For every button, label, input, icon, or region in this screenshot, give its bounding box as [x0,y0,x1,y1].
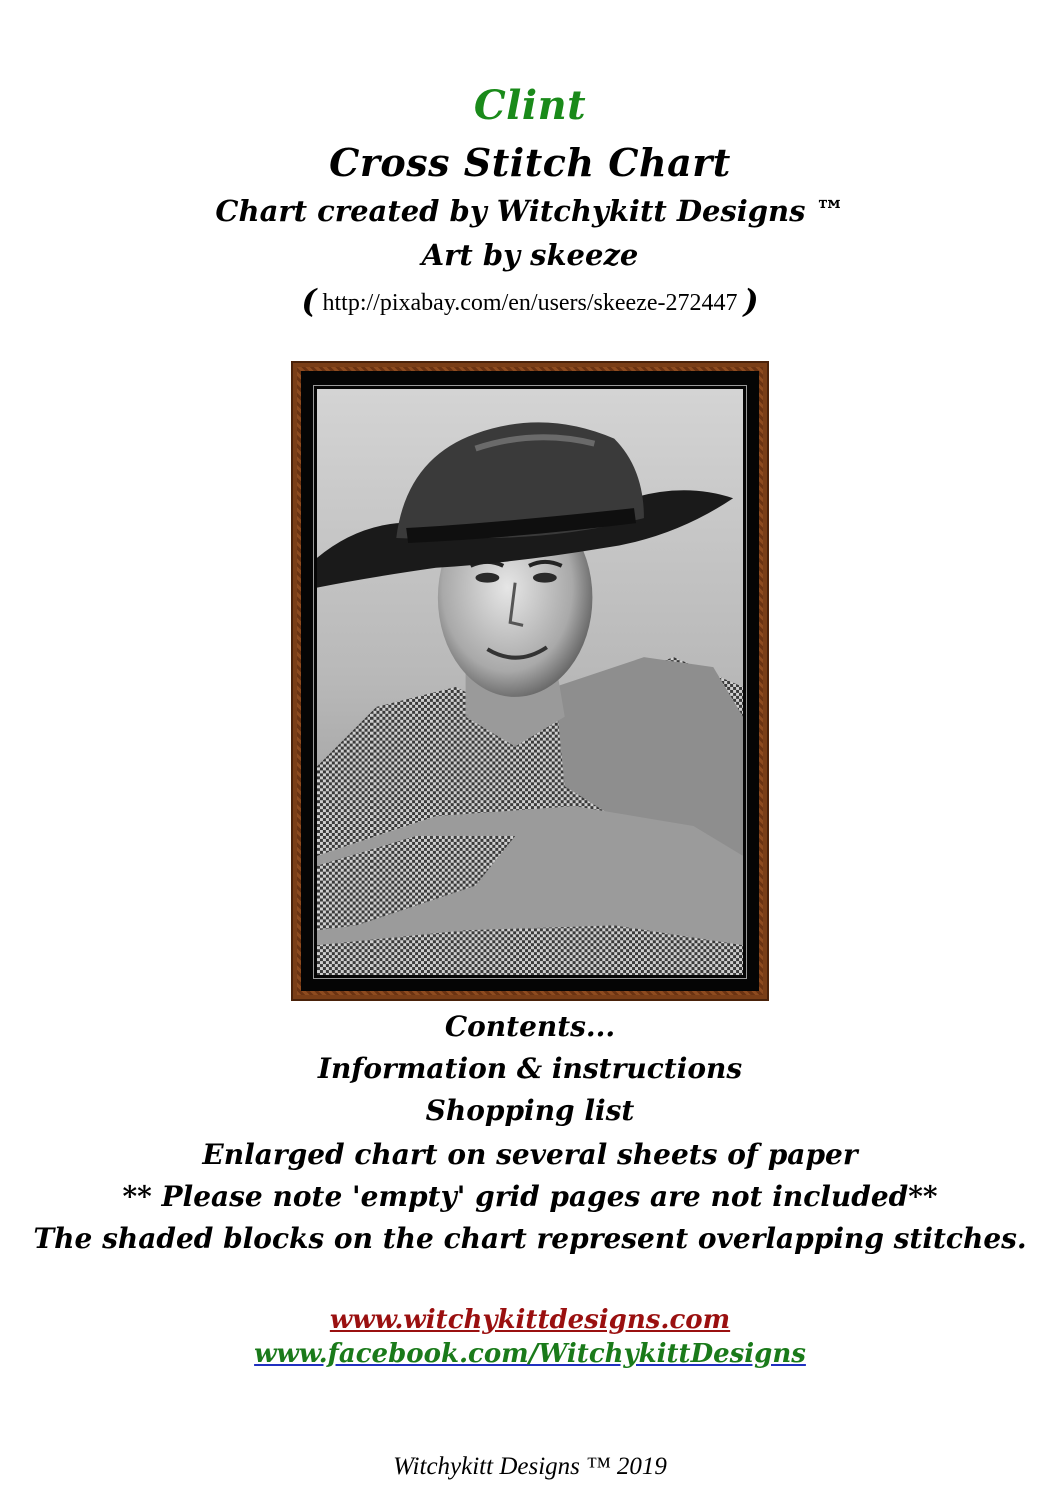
facebook-link[interactable]: www.facebook.com/WitchykittDesigns [254,1339,806,1369]
contents-item: The shaded blocks on the chart represent overlapping stitches. [33,1222,1027,1255]
picture-frame [291,361,769,1001]
close-paren: ) [743,282,759,320]
contents-item: Enlarged chart on several sheets of paper [202,1138,858,1171]
contents-item: ** Please note 'empty' grid pages are not included** [122,1180,938,1213]
contents-heading: Contents... [444,1010,616,1043]
portrait-image [317,389,743,975]
source-url-line [0,282,1060,320]
contents-item: Information & instructions [317,1052,743,1085]
website-link[interactable]: www.witchykittdesigns.com [329,1305,731,1335]
source-url[interactable]: http://pixabay.com/en/users/skeeze-272447 [322,290,738,316]
created-by-line: Chart created by Witchykitt Designs ™ [215,194,845,228]
portrait-illustration [317,389,743,975]
open-paren: ( [301,282,317,320]
chart-title: Clint [473,82,587,129]
chart-subtitle: Cross Stitch Chart [329,140,731,185]
art-by-line: Art by skeeze [421,238,639,272]
contents-item: Shopping list [425,1094,635,1127]
footer-copyright: Witchykitt Designs ™ 2019 [393,1453,667,1480]
